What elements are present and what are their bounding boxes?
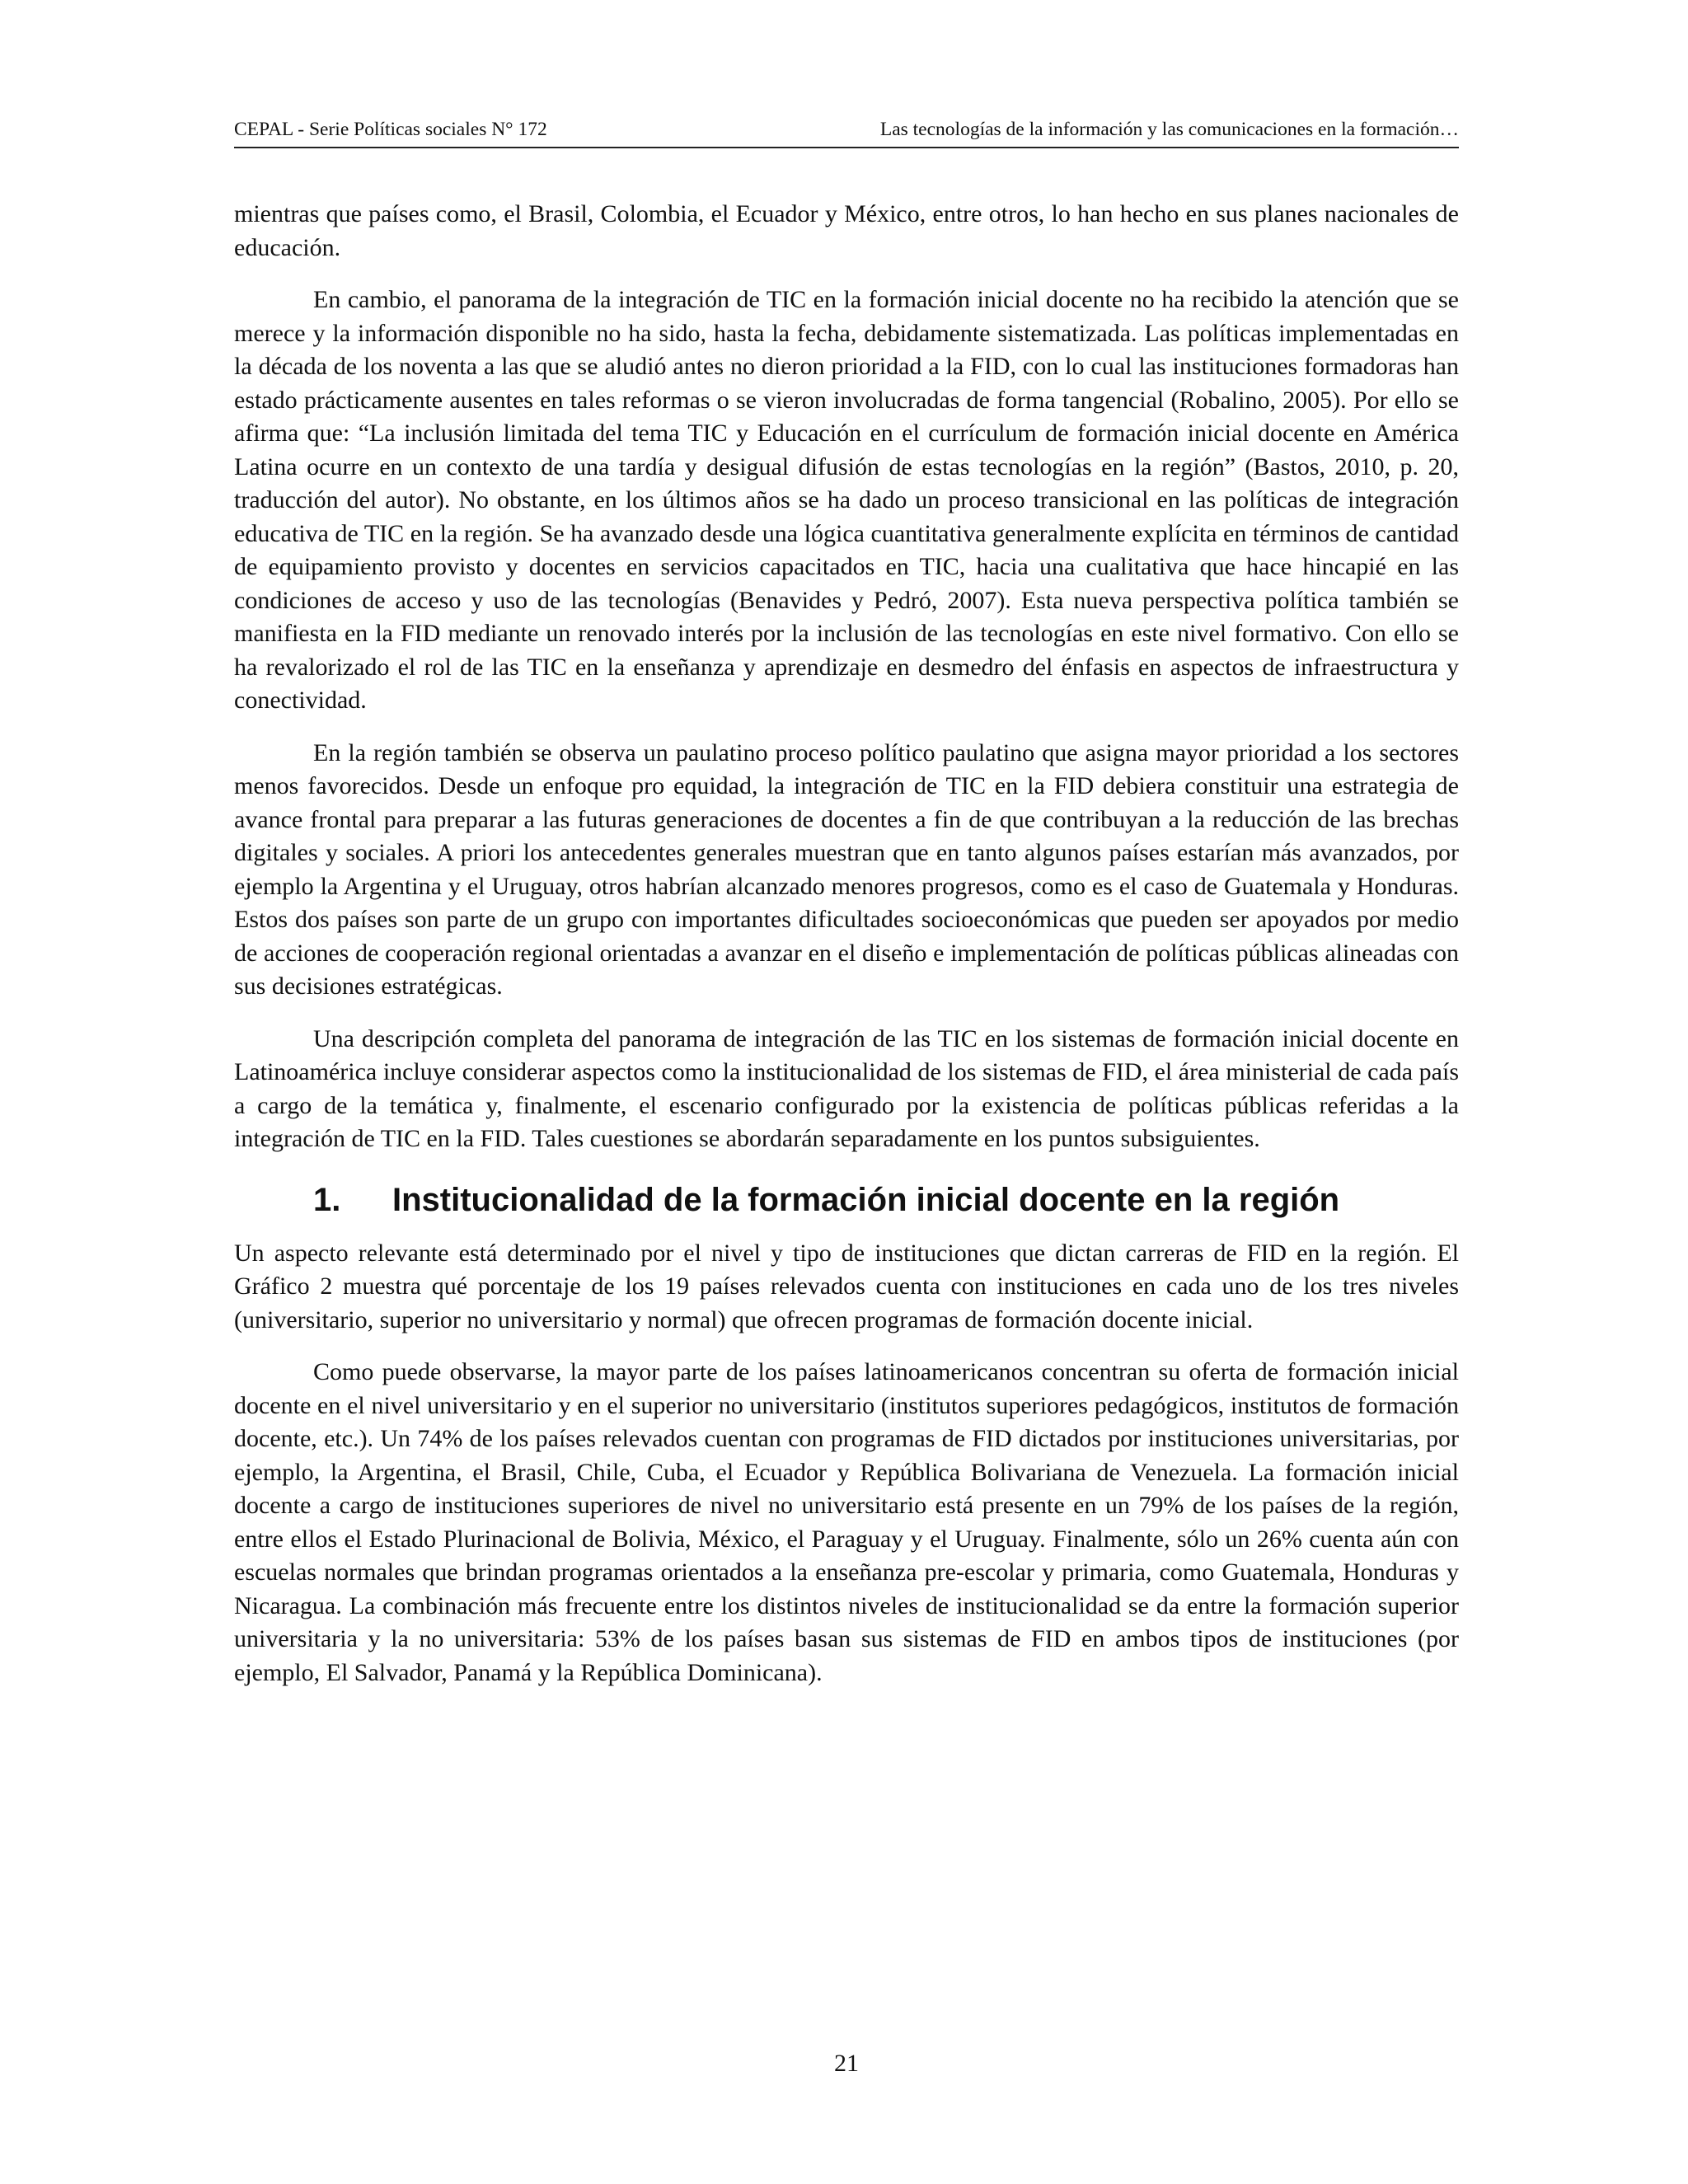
paragraph: Como puede observarse, la mayor parte de los países latinoamericanos concentran su oferta de formación inicial docente en el nivel universitario y en el superior no universitario (institutos superiores pedagógicos, institutos de formación docente, etc.). Un 74% de los países relevados cuentan con programas de FID dictados por instituciones universitarias, por ejemplo, la Argentina, el Brasil, Chile, Cuba, el Ecuador y República Bolivariana de Venezuela. La formación inicial docente a cargo de instituciones superiores de nivel no universitario está presente en un 79% de los países de la región, entre ellos el Estado Plurinacional de Bolivia, México, el Paraguay y el Uruguay. Finalmente, sólo un 26% cuenta aún con escuelas normales que brindan programas orientados a la enseñanza pre-escolar y primaria, como Guatemala, Honduras y Nicaragua. La combinación más frecuente entre los distintos niveles de institucionalidad se da entre la formación superior universitaria y la no universitaria: 53% de los países basan sus sistemas de FID en ambos tipos de instituciones (por ejemplo, El Salvador, Panamá y la República Dominicana).	[234, 1358, 1459, 1686]
paragraph-continuation: mientras que países como, el Brasil, Colombia, el Ecuador y México, entre otros, lo han hecho en sus planes nacionales de educación.	[234, 200, 1459, 261]
section-title: Institucionalidad de la formación inicial docente en la región	[392, 1181, 1340, 1218]
header-document-title: Las tecnologías de la información y las comunicaciones en la formación…	[879, 119, 1459, 140]
paragraph: Un aspecto relevante está determinado por el nivel y tipo de instituciones que dictan carreras de FID en la región. El Gráfico 2 muestra qué porcentaje de los 19 países relevados cuenta con instituciones en cada uno de los tres niveles (universitario, superior no universitario y normal) que ofrecen programas de formación docente inicial.	[234, 1239, 1459, 1333]
running-header	[234, 117, 1459, 148]
header-series-title: CEPAL - Serie Políticas sociales N° 172	[234, 119, 547, 140]
paragraph: Una descripción completa del panorama de integración de las TIC en los sistemas de formación inicial docente en Latinoamérica incluye considerar aspectos como la institucionalidad de los sistemas de FID, el área ministerial de cada país a cargo de la temática y, finalmente, el escenario configurado por la existencia de políticas públicas referidas a la integración de TIC en la FID. Tales cuestiones se abordarán separadamente en los puntos subsiguientes.	[234, 1024, 1459, 1152]
section-number: 1.	[313, 1181, 341, 1218]
paragraph: En cambio, el panorama de la integración de TIC en la formación inicial docente no ha recibido la atención que se merece y la información disponible no ha sido, hasta la fecha, debidamente sistematizada. Las políticas implementadas en la década de los noventa a las que se aludió antes no dieron prioridad a la FID, con lo cual las instituciones formadoras han estado prácticamente ausentes en tales reformas o se vieron involucradas de forma tangencial (Robalino, 2005). Por ello se afirma que: “La inclusión limitada del tema TIC y Educación en el currículum de formación inicial docente en América Latina ocurre en un contexto de una tardía y desigual difusión de estas tecnologías en la región” (Bastos, 2010, p. 20, traducción del autor). No obstante, en los últimos años se ha dado un proceso transicional en las políticas de integración educativa de TIC en la región. Se ha avanzado desde una lógica cuantitativa generalmente explícita en términos de cantidad de equipamiento provisto y docentes en servicios capacitados en TIC, hacia una cualitativa que hace hincapié en las condiciones de acceso y uso de las tecnologías (Benavides y Pedró, 2007). Esta nueva perspectiva política también se manifiesta en la FID mediante un renovado interés por la inclusión de las tecnologías en este nivel formativo. Con ello se ha revalorizado el rol de las TIC en la enseñanza y aprendizaje en desmedro del énfasis en aspectos de infraestructura y conectividad.	[234, 286, 1459, 714]
section-heading	[234, 1178, 1459, 1222]
paragraph: En la región también se observa un paulatino proceso político paulatino que asigna mayor prioridad a los sectores menos favorecidos. Desde un enfoque pro equidad, la integración de TIC en la FID debiera constituir una estrategia de avance frontal para preparar a las futuras generaciones de docentes a fin de que contribuyan a la reducción de las brechas digitales y sociales. A priori los antecedentes generales muestran que en tanto algunos países estarían más avanzados, por ejemplo la Argentina y el Uruguay, otros habrían alcanzado menores progresos, como es el caso de Guatemala y Honduras. Estos dos países son parte de un grupo con importantes dificultades socioeconómicas que pueden ser apoyados por medio de acciones de cooperación regional orientadas a avanzar en el diseño e implementación de políticas públicas alineadas con sus decisiones estratégicas.	[234, 738, 1459, 1000]
body-text	[234, 198, 1459, 1708]
page-number: 21	[834, 2050, 859, 2077]
document-page	[234, 0, 1459, 2184]
